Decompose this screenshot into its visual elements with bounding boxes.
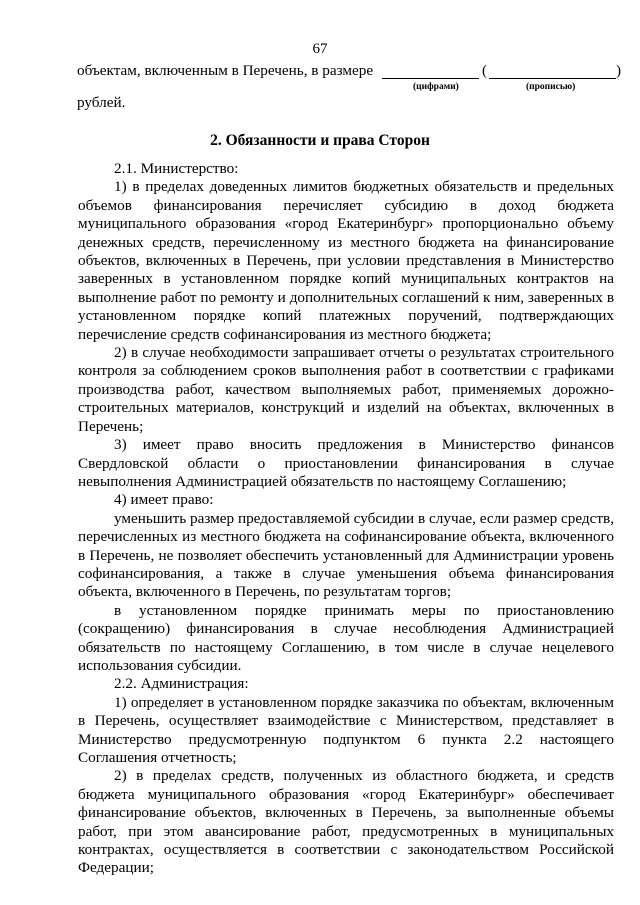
payment-lead-text: объектам, включенным в Перечень, в размере <box>77 62 374 79</box>
paragraph-administration-item-1: 1) определяет в установленном порядке заказчика по объектам, включенным в Перечень, осуществляет взаимодействие с Министерством, представляет в Министерство предусмотренную подпунктом 6 пункта 2.2 настоящего Соглашения отчетность; <box>78 693 614 766</box>
amount-words-blank <box>489 78 616 79</box>
paren-close: ) <box>616 62 622 79</box>
section-heading: 2. Обязанности и права Сторон <box>210 132 430 149</box>
paragraph-right-reduce-subsidy: уменьшить размер предоставляемой субсидии в случае, если размер средств, перечисленных из местного бюджета на софинансирование объекта, включенного в Перечень, не позволяет обеспечить установленный для Администрации уровень софинансирования, а также в случае уменьшения объема финансирования объекта, включенного в Перечень, по результатам торгов; <box>78 509 614 601</box>
paragraph-right-suspend-financing: в установленном порядке принимать меры по приостановлению (сокращению) финансирования в случае несоблюдения Администрацией обязательств по настоящему Соглашению, в том числе в случае нецелевого использования субсидии. <box>78 601 614 674</box>
paragraph-ministry-item-2: 2) в случае необходимости запрашивает отчеты о результатах строительного контроля за соблюдением сроков выполнения работ в соответствии с графиками производства работ, качеством выполняемых работ, применяемых дорожно-строительных материалов, конструкций и изделий на объектах, включенных в Перечень; <box>78 344 614 435</box>
rubles-text: рублей. <box>77 94 126 111</box>
page-number: 67 <box>312 41 328 57</box>
caption-words: (прописью) <box>526 82 576 92</box>
payment-amount-line <box>77 62 622 102</box>
paragraph-administration-item-2: 2) в пределах средств, полученных из областного бюджета, и средств бюджета муниципального образования «город Екатеринбург» обеспечивает финансирование объектов, включенных в Перечень, за выполненные объемы работ, при этом авансирование работ, предусмотренных в муниципальных контрактах, осуществляется в соответствии с законодательством Российской Федерации; <box>78 767 614 877</box>
paragraph-ministry-item-3: 3) имеет право вносить предложения в Министерство финансов Свердловской области о приостановлении финансирования в случае невыполнения Администрацией обязательств по настоящему Соглашению; <box>78 436 614 490</box>
body-text <box>78 160 614 878</box>
caption-numbers: (цифрами) <box>413 82 459 92</box>
amount-numbers-blank <box>382 78 479 79</box>
paragraph-ministry-item-1: 1) в пределах доведенных лимитов бюджетных обязательств и предельных объемов финансирования перечисляет субсидию в доход бюджета муниципального образования «город Екатеринбург» пропорционально объему денежных средств, перечисленному из местного бюджета на финансирование объектов, включенных в Перечень, при условии представления в Министерство заверенных в установленном порядке копий муниципальных контрактов на выполнение работ по ремонту и дополнительных соглашений к ним, заверенных в установленном порядке копий платежных поручений, подтверждающих перечисление средств софинансирования из местного бюджета; <box>78 178 614 343</box>
paragraph-ministry-item-4: 4) имеет право: <box>114 491 214 509</box>
paragraph-ministry-header: 2.1. Министерство: <box>114 160 239 177</box>
paragraph-administration-header: 2.2. Администрация: <box>114 675 249 693</box>
paren-open: ( <box>482 62 488 79</box>
